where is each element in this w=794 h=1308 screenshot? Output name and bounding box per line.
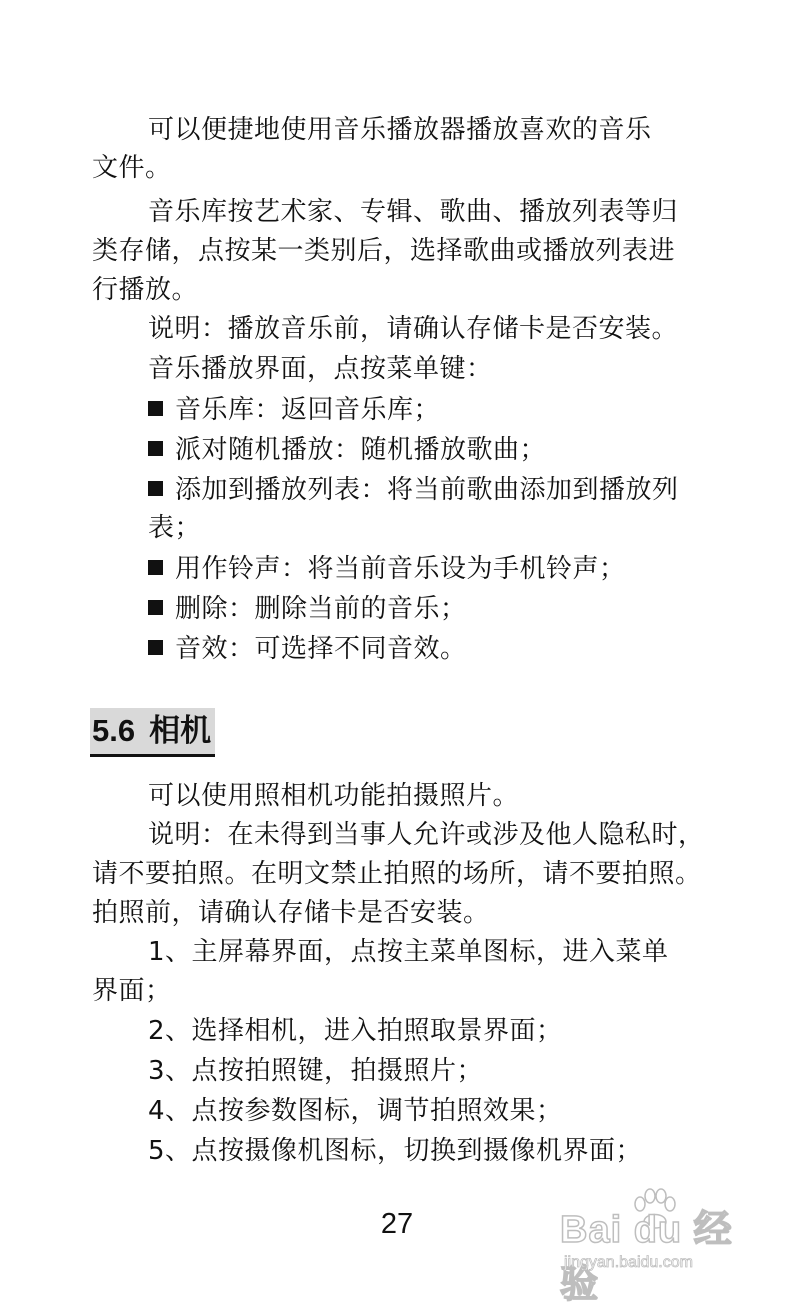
camera-step: 3、点按拍照键，拍摄照片； [148,1056,484,1086]
music-menu-intro: 音乐播放界面，点按菜单键： [148,354,493,384]
bullet-square-icon [148,600,163,615]
camera-step: 1、主屏幕界面，点按主菜单图标，进入菜单 [148,937,669,967]
bullet-square-icon [148,481,163,496]
music-library-line: 音乐库按艺术家、专辑、歌曲、播放列表等归 [148,197,679,227]
music-paragraph-line: 可以便捷地使用音乐播放器播放喜欢的音乐 [148,115,652,145]
list-item: 派对随机播放：随机播放歌曲； [148,434,546,466]
bullet-square-icon [148,640,163,655]
camera-step: 4、点按参数图标，调节拍照效果； [148,1096,563,1126]
camera-note-line: 拍照前，请确认存储卡是否安装。 [92,898,490,928]
section-title: 相机 [149,713,212,748]
section-heading [90,708,215,757]
list-item: 删除：删除当前的音乐； [148,593,467,625]
watermark-logo-text: Bai du 经验 [560,1209,733,1306]
camera-note-line: 请不要拍照。在明文禁止拍照的场所，请不要拍照。 [92,859,702,889]
section-number: 5.6 [92,713,136,748]
music-note: 说明：播放音乐前，请确认存储卡是否安装。 [148,314,679,344]
list-item: 音效：可选择不同音效。 [148,633,467,665]
bullet-square-icon [148,560,163,575]
watermark-url: jingyan.baidu.com [564,1254,693,1271]
camera-step-continuation: 界面； [92,976,172,1006]
camera-intro: 可以使用照相机功能拍摄照片。 [148,781,520,811]
music-library-line: 类存储，点按某一类别后，选择歌曲或播放列表进 [92,236,676,266]
baidu-watermark [560,1188,760,1306]
list-item: 用作铃声：将当前音乐设为手机铃声； [148,553,626,585]
bullet-square-icon [148,401,163,416]
page-number: 27 [380,1208,414,1240]
music-library-line: 行播放。 [92,275,199,305]
camera-step: 5、点按摄像机图标，切换到摄像机界面； [148,1136,643,1166]
list-item: 音乐库：返回音乐库； [148,394,440,426]
music-paragraph-line: 文件。 [92,153,172,183]
camera-note-line: 说明：在未得到当事人允许或涉及他人隐私时， [148,820,705,850]
camera-step: 2、选择相机，进入拍照取景界面； [148,1016,563,1046]
list-item: 添加到播放列表：将当前歌曲添加到播放列 [148,474,679,506]
bullet-square-icon [148,441,163,456]
list-item-continuation: 表； [148,513,202,543]
